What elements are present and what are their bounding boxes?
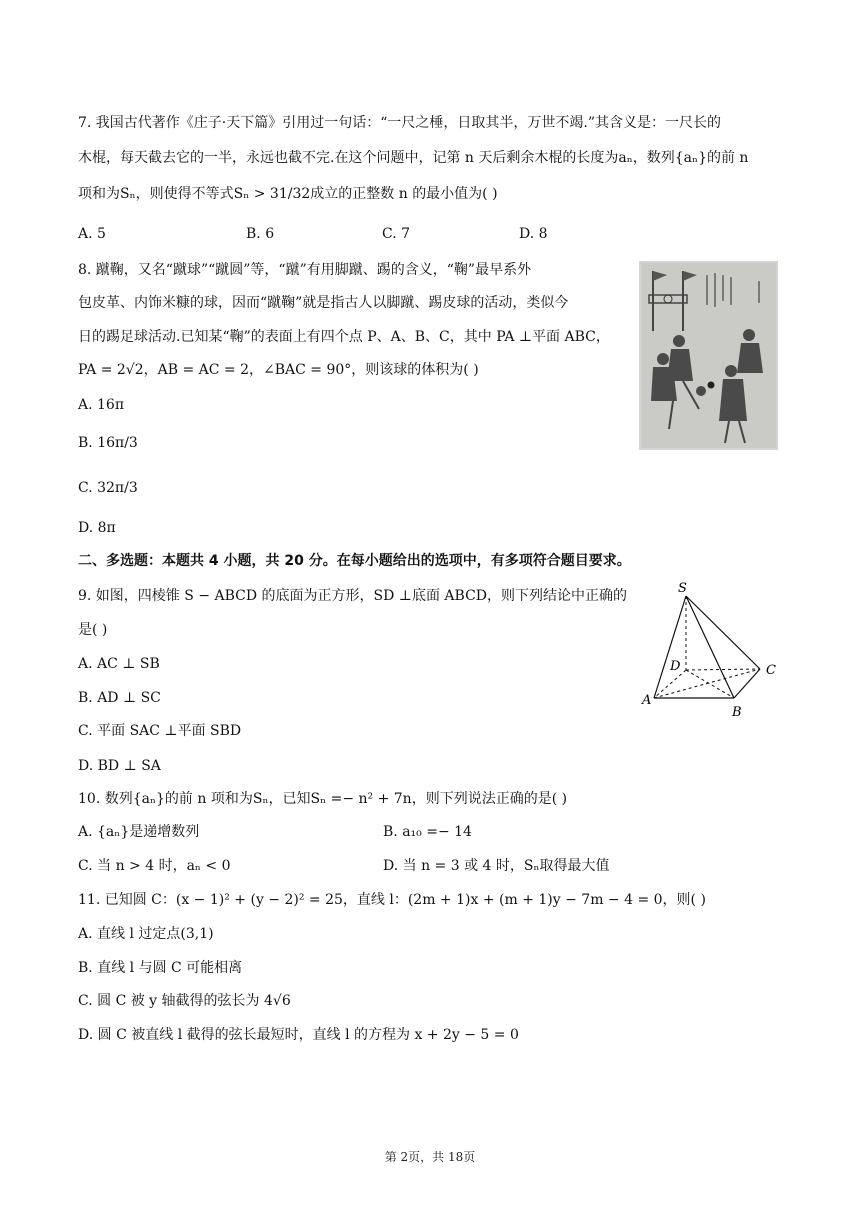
q8-line-1: 8. 蹴鞠，又名“蹴球”“蹴圆”等，“蹴”有用脚蹴、踢的含义，“鞠”最早系外	[78, 262, 532, 278]
q8-line-3: 日的踢足球活动.已知某“鞠”的表面上有四个点 P、A、B、C，其中 PA ⊥平面 ABC，	[78, 329, 610, 345]
pyramid-diagram	[638, 578, 788, 720]
q8-option-d: D. 8π	[78, 520, 116, 536]
q9-option-d: D. BD ⊥ SA	[78, 758, 161, 774]
q10-option-b: B. a₁₀ =− 14	[383, 824, 472, 840]
vertex-label-c: C	[766, 663, 776, 678]
section-heading-multi-choice: 二、多选题：本题共 4 小题，共 20 分。在每小题给出的选项中，有多项符合题目要求。	[78, 553, 631, 569]
q8-option-a: A. 16π	[78, 397, 125, 413]
q11-option-d: D. 圆 C 被直线 l 截得的弦长最短时，直线 l 的方程为 x + 2y − 5 = 0	[78, 1027, 519, 1043]
q7-option-a: A. 5	[78, 226, 106, 242]
vertex-label-d: D	[670, 659, 681, 674]
pyramid-figure	[638, 578, 788, 720]
vertex-label-a: A	[642, 693, 652, 708]
cuju-illustration	[639, 261, 778, 450]
q11-option-a: A. 直线 l 过定点(3,1)	[78, 926, 214, 942]
q9-line-1: 9. 如图，四棱锥 S − ABCD 的底面为正方形，SD ⊥底面 ABCD，则下列结论中正确的	[78, 588, 627, 604]
q8-line-4: PA = 2√2，AB = AC = 2，∠BAC = 90°，则该球的体积为( )	[78, 362, 479, 378]
q7-line-2: 木棍，每天截去它的一半，永远也截不完.在这个问题中，记第 n 天后剩余木棍的长度为aₙ，数列{aₙ}的前 n	[78, 150, 749, 166]
q7-line-3: 项和为Sₙ，则使得不等式Sₙ > 31/32成立的正整数 n 的最小值为( )	[78, 186, 498, 202]
q11-option-b: B. 直线 l 与圆 C 可能相离	[78, 960, 243, 976]
vertex-label-b: B	[732, 705, 742, 720]
q7-option-c: C. 7	[382, 226, 411, 242]
q8-line-2: 包皮革、内饰米糠的球，因而“蹴鞠”就是指古人以脚蹴、踢皮球的活动，类似今	[78, 295, 569, 311]
q10-line-1: 10. 数列{aₙ}的前 n 项和为Sₙ，已知Sₙ =− n² + 7n，则下列说法正确的是( )	[78, 791, 568, 807]
cuju-picture	[639, 261, 778, 450]
q7-option-d: D. 8	[519, 226, 548, 242]
q7-line-1: 7. 我国古代著作《庄子·天下篇》引用过一句话：“一尺之棰，日取其半，万世不竭.”其含义是：一尺长的	[78, 115, 722, 131]
q9-option-a: A. AC ⊥ SB	[78, 656, 160, 672]
q8-option-b: B. 16π/3	[78, 435, 138, 451]
q10-option-c: C. 当 n > 4 时，aₙ < 0	[78, 858, 231, 874]
q9-option-b: B. AD ⊥ SC	[78, 690, 161, 706]
q11-line-1: 11. 已知圆 C：(x − 1)² + (y − 2)² = 25，直线 l：(2m + 1)x + (m + 1)y − 7m − 4 = 0，则( )	[78, 892, 706, 908]
q10-option-a: A. {aₙ}是递增数列	[78, 824, 200, 840]
q11-option-c: C. 圆 C 被 y 轴截得的弦长为 4√6	[78, 993, 291, 1009]
q9-option-c: C. 平面 SAC ⊥平面 SBD	[78, 723, 242, 739]
vertex-label-s: S	[678, 581, 687, 596]
q7-option-b: B. 6	[246, 226, 275, 242]
q9-line-2: 是( )	[78, 622, 108, 638]
q8-option-c: C. 32π/3	[78, 480, 138, 496]
q10-option-d: D. 当 n = 3 或 4 时，Sₙ取得最大值	[383, 858, 610, 874]
page-footer: 第 2页，共 18页	[384, 1150, 476, 1164]
